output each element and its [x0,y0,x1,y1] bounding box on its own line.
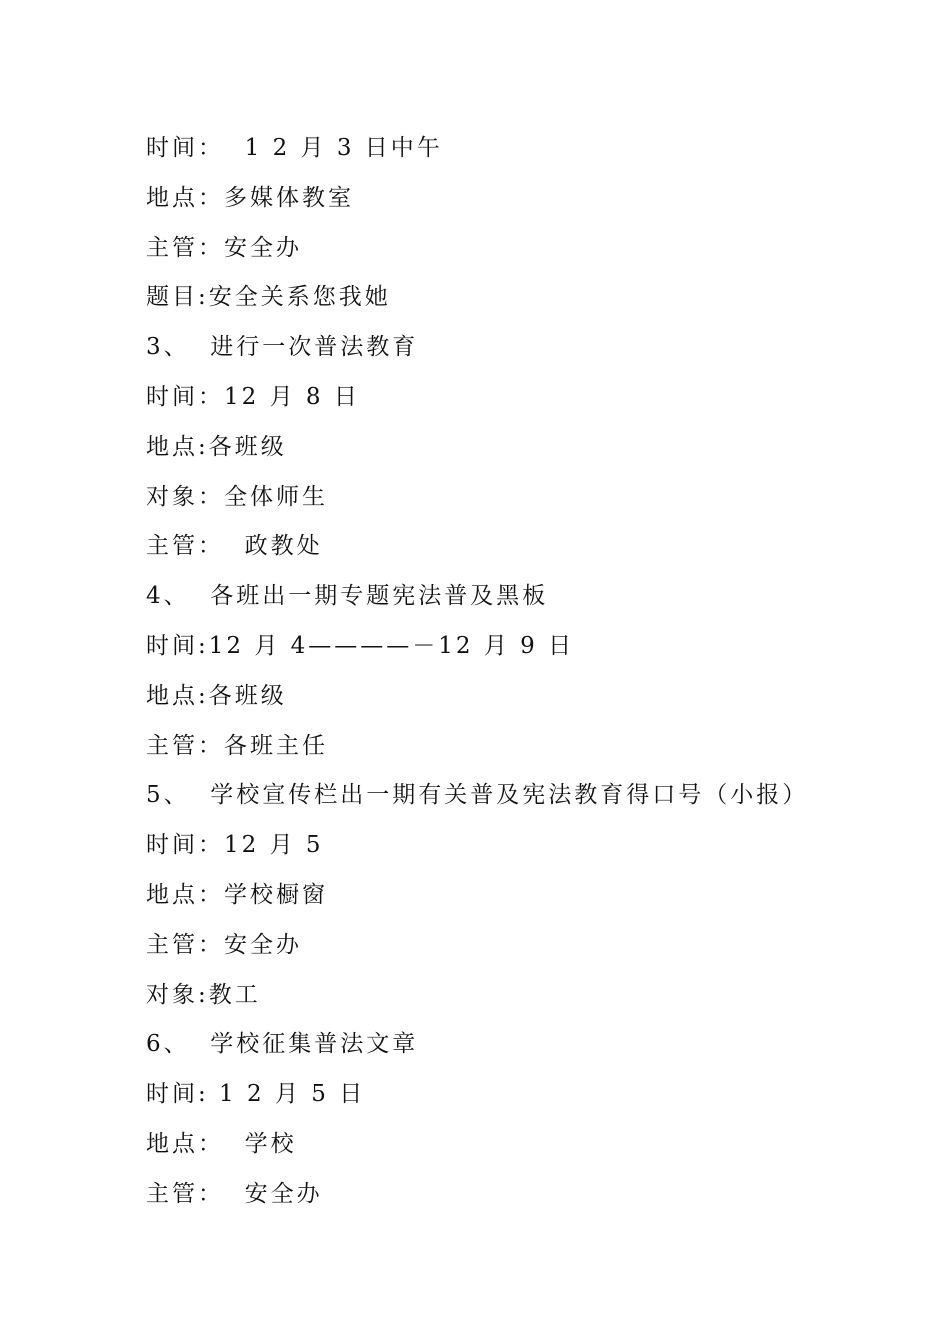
line-audience-5: 对象:教工 [146,981,261,1008]
line-time-5: 时间：12 月 5 [146,832,324,859]
line-audience-3: 对象：全体师生 [146,483,328,510]
line-manager-1: 主管：安全办 [146,234,302,261]
section-heading-5: 5、 学校宣传栏出一期有关普及宪法教育得口号（小报） [146,782,809,809]
line-topic-1: 题目:安全关系您我她 [146,284,391,311]
line-time-1: 时间： 1 2 月 3 日中午 [146,135,443,161]
line-place-5: 地点：学校橱窗 [146,881,328,908]
section-heading-4: 4、 各班出一期专题宪法普及黑板 [146,583,549,610]
document-body [146,128,808,1224]
line-time-6: 时间: 1 2 月 5 日 [146,1081,366,1108]
line-place-1: 地点：多媒体教室 [146,184,354,211]
line-manager-3: 主管： 政教处 [146,533,323,560]
line-time-3: 时间：12 月 8 日 [146,383,360,410]
line-place-3: 地点:各班级 [146,433,287,460]
section-heading-6: 6、 学校征集普法文章 [146,1031,419,1058]
line-manager-6: 主管： 安全办 [146,1180,323,1207]
section-heading-3: 3、 进行一次普法教育 [146,334,419,361]
line-place-6: 地点： 学校 [146,1130,297,1157]
line-place-4: 地点:各班级 [146,682,287,709]
line-time-4: 时间:12 月 4————－12 月 9 日 [146,632,575,659]
line-manager-5: 主管：安全办 [146,931,302,958]
line-manager-4: 主管：各班主任 [146,732,328,759]
